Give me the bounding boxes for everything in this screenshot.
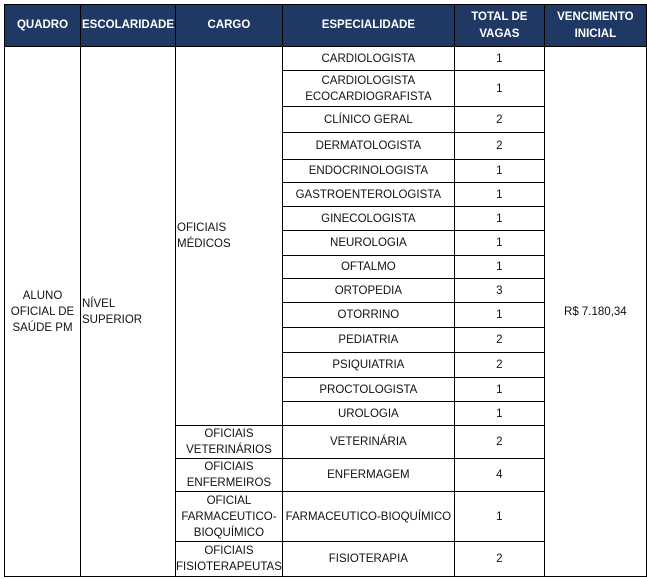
header-cargo: CARGO [176, 5, 283, 47]
especialidade-cell: VETERINÁRIA [282, 426, 454, 459]
quadro-cell: ALUNO OFICIAL DE SAÚDE PM [5, 47, 81, 577]
vagas-cell: 1 [454, 402, 544, 426]
especialidade-cell: FARMACEUTICO-BIOQUÍMICO [282, 492, 454, 542]
vagas-cell: 1 [454, 183, 544, 207]
cargo-farmaceutico: OFICIAL FARMACEUTICO-BIOQUÍMICO [176, 492, 283, 542]
table-header-row [5, 5, 647, 47]
vagas-cell: 2 [454, 107, 544, 133]
vagas-cell: 1 [454, 231, 544, 256]
especialidade-cell: GINECOLOGISTA [282, 207, 454, 231]
vagas-cell: 1 [454, 256, 544, 279]
vagas-cell: 4 [454, 459, 544, 492]
especialidade-cell: DERMATOLOGISTA [282, 133, 454, 160]
vagas-cell: 1 [454, 47, 544, 71]
header-escolaridade: ESCOLARIDADE [81, 5, 176, 47]
vagas-cell: 1 [454, 303, 544, 328]
especialidade-cell: OTORRINO [282, 303, 454, 328]
vagas-cell: 2 [454, 133, 544, 160]
especialidade-cell: PSIQUIATRIA [282, 353, 454, 378]
header-total-vagas: TOTAL DE VAGAS [454, 5, 544, 47]
cargo-medicos: OFICIAIS MÉDICOS [176, 47, 283, 426]
especialidade-cell: GASTROENTEROLOGISTA [282, 183, 454, 207]
especialidade-cell: CLÍNICO GERAL [282, 107, 454, 133]
vagas-table [4, 4, 647, 577]
cargo-veterinarios: OFICIAIS VETERINÁRIOS [176, 426, 283, 459]
vagas-cell: 2 [454, 353, 544, 378]
vagas-cell: 1 [454, 492, 544, 542]
vagas-cell: 1 [454, 207, 544, 231]
especialidade-cell: OFTALMO [282, 256, 454, 279]
especialidade-cell: NEUROLOGIA [282, 231, 454, 256]
vagas-cell: 2 [454, 542, 544, 577]
table-row [5, 47, 647, 71]
escolaridade-cell: NÍVEL SUPERIOR [81, 47, 176, 577]
cargo-fisioterapeutas: OFICIAIS FISIOTERAPEUTAS [176, 542, 283, 577]
especialidade-cell: CARDIOLOGISTA ECOCARDIOGRAFISTA [282, 71, 454, 107]
especialidade-cell: ENDOCRINOLOGISTA [282, 160, 454, 183]
vagas-cell: 1 [454, 160, 544, 183]
especialidade-cell: PROCTOLOGISTA [282, 378, 454, 402]
vagas-cell: 1 [454, 378, 544, 402]
vagas-cell: 1 [454, 71, 544, 107]
vagas-cell: 3 [454, 279, 544, 303]
especialidade-cell: ORTOPEDIA [282, 279, 454, 303]
header-especialidade: ESPECIALIDADE [282, 5, 454, 47]
vencimento-cell: R$ 7.180,34 [544, 47, 646, 577]
especialidade-cell: PEDIATRIA [282, 328, 454, 353]
especialidade-cell: ENFERMAGEM [282, 459, 454, 492]
vagas-cell: 2 [454, 426, 544, 459]
vagas-cell: 2 [454, 328, 544, 353]
cargo-enfermeiros: OFICIAIS ENFERMEIROS [176, 459, 283, 492]
header-quadro: QUADRO [5, 5, 81, 47]
especialidade-cell: UROLOGIA [282, 402, 454, 426]
especialidade-cell: CARDIOLOGISTA [282, 47, 454, 71]
especialidade-cell: FISIOTERAPIA [282, 542, 454, 577]
header-vencimento: VENCIMENTO INICIAL [544, 5, 646, 47]
